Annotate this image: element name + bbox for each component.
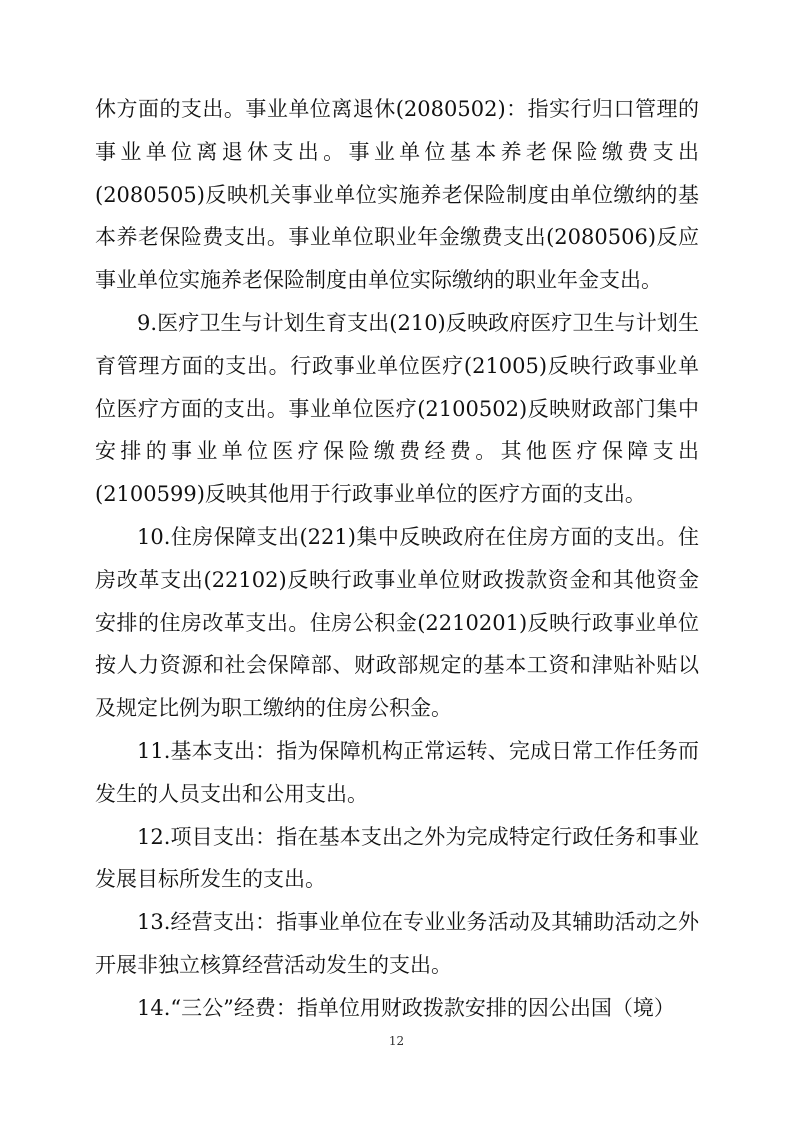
paragraph-item-14: 14.“三公”经费：指单位用财政拨款安排的因公出国（境） [137,995,675,1020]
paragraph-item-12: 12.项目支出：指在基本支出之外为完成特定行政任务和事业发展目标所发生的支出。 [95,824,699,892]
paragraph-continuation: 休方面的支出。事业单位离退休(2080502)：指实行归口管理的事业单位离退休支出。事业单位基本养老保险缴费支出(2080505)反映机关事业单位实施养老保险制度由单位缴纳的基本养老保险费支出。事业单位职业年金缴费支出(2080506)反应事业单位实施养老保险制度由单位实际缴纳的职业年金支出。 [95,97,699,293]
document-body [95,88,699,1030]
paragraph-item-11: 11.基本支出：指为保障机构正常运转、完成日常工作任务而发生的人员支出和公用支出。 [95,738,699,806]
page-number: 12 [388,1034,405,1048]
paragraph-item-10: 10.住房保障支出(221)集中反映政府在住房方面的支出。住房改革支出(22102)反映行政事业单位财政拨款资金和其他资金安排的住房改革支出。住房公积金(2210201)反映行政事业单位按人力资源和社会保障部、财政部规定的基本工资和津贴补贴以及规定比例为职工缴纳的住房公积金。 [95,524,699,721]
paragraph-item-9: 9.医疗卫生与计划生育支出(210)反映政府医疗卫生与计划生育管理方面的支出。行政事业单位医疗(21005)反映行政事业单位医疗方面的支出。事业单位医疗(2100502)反映财政部门集中安排的事业单位医疗保险缴费经费。其他医疗保障支出(2100599)反映其他用于行政事业单位的医疗方面的支出。 [95,310,699,507]
paragraph-item-13: 13.经营支出：指事业单位在专业业务活动及其辅助活动之外开展非独立核算经营活动发生的支出。 [95,910,699,977]
